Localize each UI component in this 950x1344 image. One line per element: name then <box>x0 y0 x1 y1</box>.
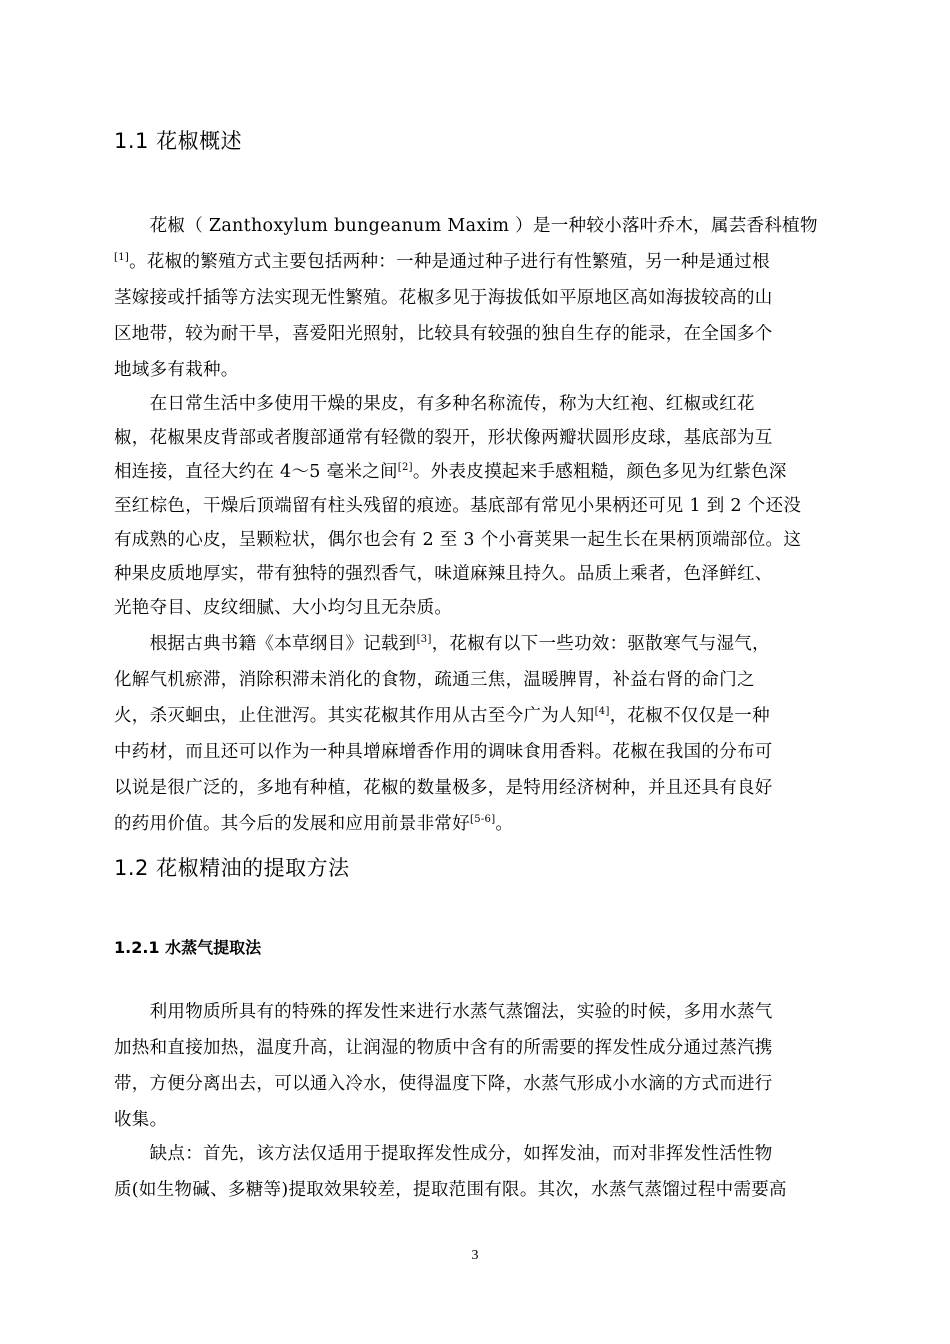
heading-1-2: 1.2 花椒精油的提取方法 <box>114 856 350 880</box>
text-line: 利用物质所具有的特殊的挥发性来进行水蒸气蒸馏法，实验的时候，多用水蒸气 <box>114 1002 773 1022</box>
text-line: 区地带，较为耐干旱，喜爱阳光照射，比较具有较强的独自生存的能录，在全国多个 <box>114 324 773 344</box>
text-seg: ，花椒不仅仅是一种 <box>609 706 770 726</box>
text-seg: 的药用价值。其今后的发展和应用前景非常好 <box>114 814 470 834</box>
heading-1-1: 1.1 花椒概述 <box>114 129 243 153</box>
text-seg: 。 <box>495 814 514 834</box>
text-line <box>114 458 787 486</box>
text-line: 椒，花椒果皮背部或者腹部通常有轻微的裂开，形状像两瓣状圆形皮球，基底部为互 <box>114 428 773 448</box>
text-seg: 相连接，直径大约在 4～5 毫米之间 <box>114 462 398 482</box>
text-line: 在日常生活中多使用干燥的果皮，有多种名称流传，称为大红袍、红椒或红花 <box>114 394 755 414</box>
text-line: 花椒（ Zanthoxylum bungeanum Maxim ）是一种较小落叶乔木，属芸香科植物 <box>114 216 818 236</box>
text-line: 中药材，而且还可以作为一种具增麻增香作用的调味食用香料。花椒在我国的分布可 <box>114 742 773 762</box>
text-line: 至红棕色，干燥后顶端留有柱头残留的痕迹。基底部有常见小果柄还可见 1 到 2 个还没 <box>114 496 802 516</box>
citation: [5-6] <box>470 814 496 825</box>
text-seg: 。外表皮摸起来手感粗糙，颜色多见为红紫色深 <box>412 462 787 482</box>
text-line: 有成熟的心皮，呈颗粒状，偶尔也会有 2 至 3 个小膏荚果一起生长在果柄顶端部位。这 <box>114 530 802 550</box>
page-number: 3 <box>471 1248 479 1263</box>
text-line: 质(如生物碱、多糖等)提取效果较差，提取范围有限。其次，水蒸气蒸馏过程中需要高 <box>114 1180 787 1200</box>
text-line: 种果皮质地厚实，带有独特的强烈香气，味道麻辣且持久。品质上乘者，色泽鲜红、 <box>114 564 773 584</box>
text-line <box>114 248 770 276</box>
text-seg: ，花椒有以下一些功效：驱散寒气与湿气， <box>431 634 770 654</box>
text-line <box>114 702 770 730</box>
text-line: 以说是很广泛的，多地有种植，花椒的数量极多，是特用经济树种，并且还具有良好 <box>114 778 773 798</box>
text-line <box>114 810 513 838</box>
text-line: 缺点：首先，该方法仅适用于提取挥发性成分，如挥发油，而对非挥发性活性物 <box>114 1144 773 1164</box>
heading-1-2-1: 1.2.1 水蒸气提取法 <box>114 938 262 957</box>
text-seg: 火，杀灭蛔虫，止住泄泻。其实花椒其作用从古至今广为人知 <box>114 706 595 726</box>
text-line: 加热和直接加热，温度升高，让润湿的物质中含有的所需要的挥发性成分通过蒸汽携 <box>114 1038 773 1058</box>
text-line: 地域多有栽种。 <box>114 360 239 380</box>
citation: [3] <box>416 634 432 645</box>
citation: [2] <box>397 462 413 473</box>
text-seg: 根据古典书籍《本草纲目》记载到 <box>114 634 417 654</box>
text-line <box>114 630 770 658</box>
citation: [4] <box>594 706 610 717</box>
text-line: 收集。 <box>114 1110 168 1130</box>
text-line-rest: 。花椒的繁殖方式主要包括两种：一种是通过种子进行有性繁殖，另一种是通过根 <box>129 252 770 272</box>
citation: [1] <box>114 252 130 263</box>
text-line: 茎嫁接或扦插等方法实现无性繁殖。花椒多见于海拔低如平原地区高如海拔较高的山 <box>114 288 773 308</box>
text-line: 化解气机瘀滞，消除积滞未消化的食物，疏通三焦，温暖脾胃，补益右肾的命门之 <box>114 670 755 690</box>
text-line: 带，方便分离出去，可以通入冷水，使得温度下降，水蒸气形成小水滴的方式而进行 <box>114 1074 773 1094</box>
text-line: 光艳夺目、皮纹细腻、大小均匀且无杂质。 <box>114 598 453 618</box>
